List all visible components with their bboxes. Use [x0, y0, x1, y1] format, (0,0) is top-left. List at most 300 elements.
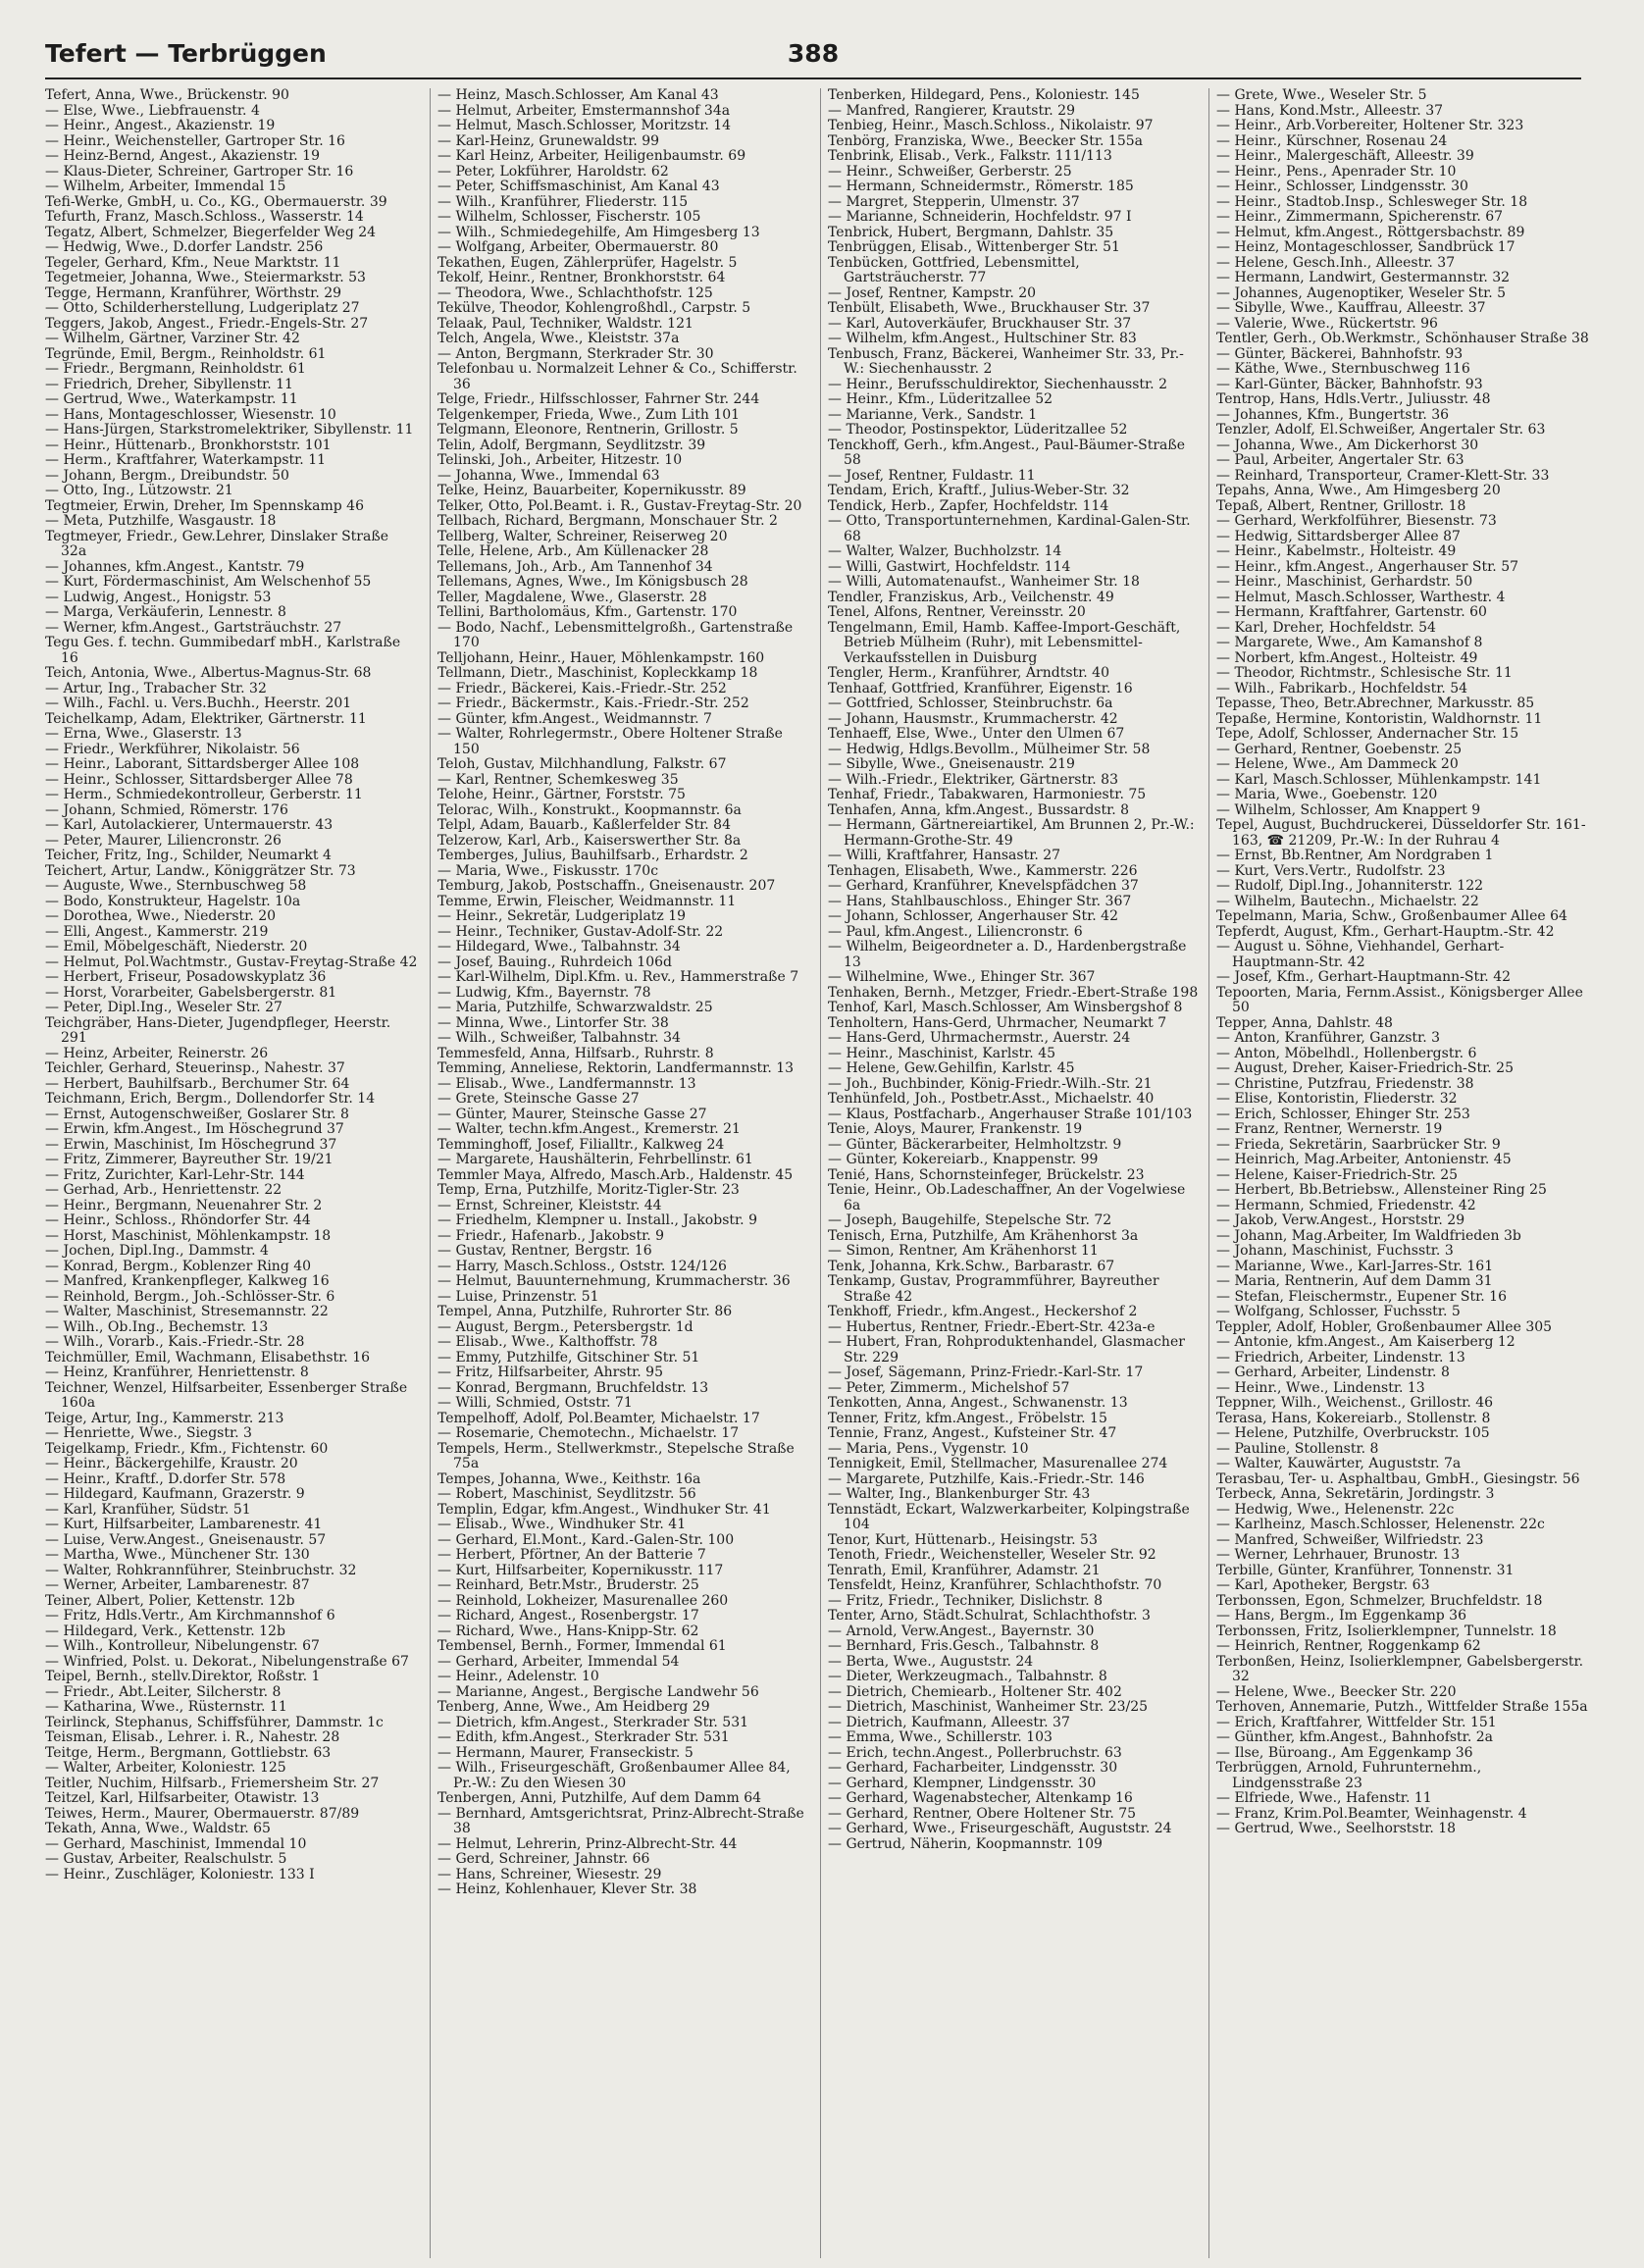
directory-entry: Tenbrick, Hubert, Bergmann, Dahlstr. 35 — [828, 224, 1114, 240]
directory-entry: — Heinr., Schweißer, Gerberstr. 25 — [828, 163, 1072, 180]
directory-entry: — Karl-Wilhelm, Dipl.Kfm. u. Rev., Hammerstraße 7 — [437, 969, 799, 985]
directory-entry: — Friedrich, Dreher, Sibyllenstr. 11 — [45, 376, 293, 392]
directory-entry: Tepelmann, Maria, Schw., Großenbaumer Allee 64 — [1216, 908, 1567, 924]
directory-entry: Tenie, Heinr., Ob.Ladeschaffner, An der Vogelwiese 6a — [828, 1182, 1186, 1213]
directory-entry: — Hans-Jürgen, Starkstromelektriker, Sibyllenstr. 11 — [45, 422, 414, 438]
directory-entry: — Wilhelm, Gärtner, Varziner Str. 42 — [45, 331, 300, 346]
directory-entry: — Luise, Verw.Angest., Gneisenaustr. 57 — [45, 1531, 327, 1548]
directory-entry: — Joh., Buchbinder, König-Friedr.-Wilh.-Str. 21 — [828, 1075, 1153, 1092]
directory-entry: Tenbrink, Elisab., Verk., Falkstr. 111/113 — [828, 148, 1112, 164]
directory-entry: — Heinr., Schloss., Rhöndorfer Str. 44 — [45, 1212, 311, 1228]
directory-entry: — Hans, Schreiner, Wiesestr. 29 — [437, 1866, 662, 1882]
directory-entry: — Ilse, Büroang., Am Eggenkamp 36 — [1216, 1744, 1473, 1761]
directory-entry: Tenholtern, Hans-Gerd, Uhrmacher, Neumarkt 7 — [828, 1014, 1167, 1031]
directory-entry: — Heinr., Wwe., Lindenstr. 13 — [1216, 1379, 1425, 1396]
directory-entry: — Hermann, Schmied, Friedenstr. 42 — [1216, 1197, 1476, 1213]
directory-entry: — Herbert, Pförtner, An der Batterie 7 — [437, 1547, 706, 1563]
directory-entry: Tenkotten, Anna, Angest., Schwanenstr. 13 — [828, 1395, 1128, 1411]
directory-entry: — Hildegard, Kaufmann, Grazerstr. 9 — [45, 1486, 305, 1502]
directory-entry: — Auguste, Wwe., Sternbuschweg 58 — [45, 878, 307, 894]
directory-entry: — Kurt, Hilfsarbeiter, Lambarenestr. 41 — [45, 1517, 323, 1532]
directory-entry: — Karl-Heinz, Grunewaldstr. 99 — [437, 132, 660, 149]
directory-entry: — Hans, Montageschlosser, Wiesenstr. 10 — [45, 406, 336, 423]
directory-entry: Temmesfeld, Anna, Hilfsarb., Ruhrstr. 8 — [437, 1045, 714, 1061]
directory-entry: Tellemans, Agnes, Wwe., Im Königsbusch 28 — [437, 574, 748, 590]
directory-entry: — Helene, Wwe., Am Dammeck 20 — [1216, 756, 1459, 772]
directory-entry: Tepahs, Anna, Wwe., Am Himgesberg 20 — [1216, 483, 1501, 498]
directory-entry: — Josef, Bauing., Ruhrdeich 106d — [437, 954, 672, 970]
directory-entry: Telorac, Wilh., Konstrukt., Koopmannstr. 6a — [437, 801, 742, 818]
directory-entry: — Karl, Autoverkäufer, Bruckhauser Str. 37 — [828, 315, 1132, 332]
directory-entry: — Artur, Ing., Trabacher Str. 32 — [45, 680, 267, 696]
directory-entry: — Günter, Bäckerei, Bahnhofstr. 93 — [1216, 345, 1464, 362]
directory-entry: — Jakob, Verw.Angest., Horststr. 29 — [1216, 1212, 1465, 1228]
directory-entry: — Heinr., Adelenstr. 10 — [437, 1669, 599, 1684]
directory-entry: Temming, Anneliese, Rektorin, Landfermannstr. 13 — [437, 1060, 795, 1076]
directory-entry: — Emil, Möbelgeschäft, Niederstr. 20 — [45, 939, 308, 954]
directory-entry: — Heinz, Arbeiter, Reinerstr. 26 — [45, 1045, 269, 1061]
directory-entry: — Kurt, Vers.Vertr., Rudolfstr. 23 — [1216, 862, 1446, 879]
directory-entry: Telker, Otto, Pol.Beamt. i. R., Gustav-Freytag-Str. 20 — [437, 497, 802, 514]
directory-entry: — Josef, Rentner, Fuldastr. 11 — [828, 467, 1036, 484]
directory-entry: Tennstädt, Eckart, Walzwerkarbeiter, Kolpingstraße 104 — [828, 1501, 1190, 1532]
directory-entry: — Anton, Kranführer, Ganzstr. 3 — [1216, 1030, 1441, 1046]
directory-entry: — Simon, Rentner, Am Krähenhorst 11 — [828, 1243, 1099, 1259]
directory-entry: — Dietrich, Maschinist, Wanheimer Str. 23/25 — [828, 1699, 1149, 1715]
directory-entry: — Frieda, Sekretärin, Saarbrücker Str. 9 — [1216, 1136, 1501, 1153]
directory-entry: — Meta, Putzhilfe, Wasgaustr. 18 — [45, 513, 277, 529]
directory-entry: — Helene, Gesch.Inh., Alleestr. 37 — [1216, 254, 1456, 271]
directory-entry: Temme, Erwin, Fleischer, Weidmannstr. 11 — [437, 893, 737, 909]
directory-entry: — Paul, kfm.Angest., Liliencronstr. 6 — [828, 923, 1083, 940]
directory-entry: — Stefan, Fleischermstr., Eupener Str. 16 — [1216, 1288, 1507, 1305]
directory-entry: — Heinr., kfm.Angest., Angerhauser Str. 57 — [1216, 558, 1519, 575]
directory-entry: — Margarete, Putzhilfe, Kais.-Friedr.-Str. 146 — [828, 1470, 1145, 1487]
directory-entry: — Hedwig, Sittardsberger Allee 87 — [1216, 528, 1461, 544]
directory-entry: — Karl, Rentner, Schemkesweg 35 — [437, 771, 679, 788]
directory-entry: Terasa, Hans, Kokereiarb., Stollenstr. 8 — [1216, 1410, 1491, 1426]
directory-entry: — Walter, techn.kfm.Angest., Kremerstr. 21 — [437, 1121, 741, 1137]
directory-entry: — Walter, Maschinist, Stresemannstr. 22 — [45, 1304, 329, 1319]
directory-entry: — Hedwig, Wwe., Helenenstr. 22c — [1216, 1501, 1455, 1518]
directory-entry: — Heinr., Zuschläger, Koloniestr. 133 I — [45, 1866, 315, 1882]
directory-entry: — Willi, Schmied, Oststr. 71 — [437, 1395, 633, 1411]
directory-entry: — Wilh., Ob.Ing., Bechemstr. 13 — [45, 1318, 269, 1335]
directory-entry: — Karl, Autolackierer, Untermauerstr. 43 — [45, 817, 334, 833]
directory-entry: — Walter, Rohrlegermstr., Obere Holtener Straße 150 — [437, 726, 783, 757]
directory-entry: — Ernst, Schreiner, Kleiststr. 44 — [437, 1197, 662, 1213]
directory-entry: Tenhof, Karl, Masch.Schlosser, Am Winsbergshof 8 — [828, 1000, 1183, 1015]
directory-entry: — Harry, Masch.Schloss., Oststr. 124/126 — [437, 1258, 727, 1274]
directory-entry: — Erwin, kfm.Angest., Im Höschegrund 37 — [45, 1121, 344, 1137]
directory-entry: — Heinr., Maschinist, Karlstr. 45 — [828, 1045, 1056, 1061]
directory-entry: Teppner, Wilh., Weichenst., Grillostr. 46 — [1216, 1395, 1494, 1411]
directory-entry: — Konrad, Bergmann, Bruchfeldstr. 13 — [437, 1379, 709, 1396]
directory-entry: — Wilh., Fachl. u. Vers.Buchh., Heerstr. 201 — [45, 696, 352, 711]
directory-entry: Tempel, Anna, Putzhilfe, Ruhrorter Str. 86 — [437, 1304, 733, 1319]
directory-entry: — Dieter, Werkzeugmach., Talbahnstr. 8 — [828, 1669, 1107, 1684]
directory-entry: — Karl, Dreher, Hochfeldstr. 54 — [1216, 619, 1436, 636]
directory-entry: — Karl, Kranfüher, Südstr. 51 — [45, 1501, 251, 1518]
directory-entry: — Friedr., Hafenarb., Jakobstr. 9 — [437, 1227, 665, 1244]
directory-entry: Tenhaaf, Gottfried, Kranführer, Eigenstr. 16 — [828, 680, 1133, 696]
directory-entry: — Werner, kfm.Angest., Gartsträuchstr. 27 — [45, 619, 342, 636]
directory-entry: — Erich, techn.Angest., Pollerbruchstr. 63 — [828, 1744, 1122, 1761]
directory-entry: Terbrüggen, Arnold, Fuhrunternehm., Lindgensstraße 23 — [1216, 1760, 1482, 1791]
directory-entry: — Willi, Kraftfahrer, Hansastr. 27 — [828, 848, 1061, 863]
directory-entry: Tenel, Alfons, Rentner, Vereinsstr. 20 — [828, 604, 1086, 620]
directory-entry: Tepoorten, Maria, Fernm.Assist., Königsberger Allee 50 — [1216, 984, 1583, 1015]
directory-entry: Tenkhoff, Friedr., kfm.Angest., Heckershof 2 — [828, 1304, 1138, 1319]
directory-entry: — Herbert, Bauhilfsarb., Berchumer Str. 64 — [45, 1075, 350, 1092]
directory-entry: — Gerhard, Maschinist, Immendal 10 — [45, 1835, 307, 1852]
directory-entry: — Helene, Kaiser-Friedrich-Str. 25 — [1216, 1166, 1459, 1183]
directory-entry: — Pauline, Stollenstr. 8 — [1216, 1440, 1379, 1457]
directory-entry: Tenbergen, Anni, Putzhilfe, Auf dem Damm 64 — [437, 1790, 762, 1806]
directory-entry: — Bodo, Konstrukteur, Hagelstr. 10a — [45, 893, 301, 909]
directory-entry: — Helene, Wwe., Beecker Str. 220 — [1216, 1683, 1457, 1700]
directory-entry: Tenhafen, Anna, kfm.Angest., Bussardstr. 8 — [828, 801, 1130, 818]
directory-entry: Telke, Heinz, Bauarbeiter, Kopernikusstr. 89 — [437, 483, 746, 498]
directory-entry: Telinski, Joh., Arbeiter, Hitzestr. 10 — [437, 452, 683, 468]
directory-entry: — Elisab., Wwe., Landfermannstr. 13 — [437, 1075, 696, 1092]
directory-entry: — Käthe, Wwe., Sternbuschweg 116 — [1216, 361, 1470, 377]
directory-entry: — Erich, Kraftfahrer, Wittfelder Str. 151 — [1216, 1714, 1497, 1730]
directory-entry: — Hermann, Schneidermstr., Römerstr. 185 — [828, 179, 1134, 194]
directory-entry: — Heinr., Angest., Akazienstr. 19 — [45, 118, 276, 133]
directory-entry: — Elli, Angest., Kammerstr. 219 — [45, 923, 269, 940]
directory-entry: — Hermann, Gärtnereiartikel, Am Brunnen 2, Pr.-W.: Hermann-Grothe-Str. 49 — [828, 817, 1195, 849]
directory-entry: — Reinhard, Betr.Mstr., Bruderstr. 25 — [437, 1577, 699, 1593]
directory-entry: Tenbült, Elisabeth, Wwe., Bruckhauser Str. 37 — [828, 300, 1151, 316]
directory-entry: — Heinz, Montageschlosser, Sandbrück 17 — [1216, 239, 1516, 255]
directory-entry: Tenbücken, Gottfried, Lebensmittel, Gartsträucherstr. 77 — [828, 254, 1080, 285]
directory-entry: — Gertrud, Wwe., Seelhorststr. 18 — [1216, 1821, 1457, 1836]
directory-entry: Teicher, Fritz, Ing., Schilder, Neumarkt 4 — [45, 848, 332, 863]
directory-entry: Teitler, Nuchim, Hilfsarb., Friemersheim Str. 27 — [45, 1775, 380, 1791]
directory-entry: Tengelmann, Emil, Hamb. Kaffee-Import-Geschäft, Betrieb Mülheim (Ruhr), mit Lebensmittel-Verkaufsstellen in Duisburg — [828, 619, 1181, 666]
directory-entry: Telin, Adolf, Bergmann, Seydlitzstr. 39 — [437, 437, 706, 453]
directory-entry: Teichmann, Erich, Bergm., Dollendorfer Str. 14 — [45, 1091, 376, 1107]
directory-entry: — Wilhelm, Beigeordneter a. D., Hardenbergstraße 13 — [828, 939, 1187, 970]
directory-entry: — Maria, Wwe., Goebenstr. 120 — [1216, 787, 1438, 802]
directory-entry: — Manfred, Schweißer, Wilfriedstr. 23 — [1216, 1531, 1484, 1548]
directory-entry: — Gerhard, Facharbeiter, Lindgensstr. 30 — [828, 1760, 1118, 1776]
directory-entry: Telgenkemper, Frieda, Wwe., Zum Lith 101 — [437, 406, 741, 423]
directory-entry: Tentler, Gerh., Ob.Werkmstr., Schönhauser Straße 38 — [1216, 331, 1589, 346]
directory-entry: Terbonßen, Heinz, Isolierklempner, Gabelsbergerstr. 32 — [1216, 1653, 1584, 1684]
directory-entry: — Klaus-Dieter, Schreiner, Gartroper Str. 16 — [45, 163, 354, 180]
directory-columns — [45, 88, 1589, 2258]
directory-entry: — Heinr., Kraftf., D.dorfer Str. 578 — [45, 1470, 286, 1487]
directory-entry: — Heinr., Maschinist, Gerhardstr. 50 — [1216, 574, 1473, 590]
directory-entry: — Otto, Transportunternehmen, Kardinal-Galen-Str. 68 — [828, 513, 1191, 544]
directory-entry: Tenzler, Adolf, El.Schweißer, Angertaler Str. 63 — [1216, 422, 1546, 438]
directory-entry: — Heinz-Bernd, Angest., Akazienstr. 19 — [45, 148, 320, 164]
directory-entry: — Heinr., Kfm., Lüderitzallee 52 — [828, 391, 1053, 407]
directory-entry: Tepasse, Theo, Betr.Abrechner, Markusstr. 85 — [1216, 696, 1535, 711]
directory-entry: Tenhaeff, Else, Wwe., Unter den Ulmen 67 — [828, 726, 1125, 742]
directory-entry: — Hubertus, Rentner, Friedr.-Ebert-Str. 423a-e — [828, 1318, 1156, 1335]
directory-entry: — Wolfgang, Schlosser, Fuchsstr. 5 — [1216, 1304, 1461, 1319]
directory-entry: Tepferdt, August, Kfm., Gerhart-Hauptm.-Str. 42 — [1216, 923, 1555, 940]
directory-entry: Terbonssen, Egon, Schmelzer, Bruchfeldstr. 18 — [1216, 1592, 1543, 1609]
directory-entry: Tepe, Adolf, Schlosser, Andernacher Str. 15 — [1216, 726, 1519, 742]
directory-entry: — Grete, Steinsche Gasse 27 — [437, 1091, 640, 1107]
directory-entry: Tempes, Johanna, Wwe., Keithstr. 16a — [437, 1470, 701, 1487]
directory-entry: — Helmut, Masch.Schlosser, Moritzstr. 14 — [437, 118, 732, 133]
directory-entry: — Jochen, Dipl.Ing., Dammstr. 4 — [45, 1243, 269, 1259]
directory-entry: Teich, Antonia, Wwe., Albertus-Magnus-Str. 68 — [45, 665, 372, 681]
directory-entry: — Herm., Kraftfahrer, Waterkampstr. 11 — [45, 452, 327, 468]
directory-entry: — Heinr., Schlosser, Lindgensstr. 30 — [1216, 179, 1468, 194]
directory-entry: — Günther, kfm.Angest., Bahnhofstr. 2a — [1216, 1729, 1493, 1745]
directory-entry: — Kurt, Hilfsarbeiter, Kopernikusstr. 117 — [437, 1562, 724, 1578]
directory-entry: — Christine, Putzfrau, Friedenstr. 38 — [1216, 1075, 1474, 1092]
directory-entry: — Katharina, Wwe., Rüsternstr. 11 — [45, 1699, 287, 1715]
directory-entry: — Friedr., Bergmann, Reinholdstr. 61 — [45, 361, 306, 377]
directory-entry: — Maria, Pens., Vygenstr. 10 — [828, 1440, 1029, 1457]
directory-entry: Telge, Friedr., Hilfsschlosser, Fahrner Str. 244 — [437, 391, 760, 407]
directory-entry: — Heinr., Schlosser, Sittardsberger Allee 78 — [45, 771, 353, 788]
directory-entry: — Fritz, Zurichter, Karl-Lehr-Str. 144 — [45, 1166, 305, 1183]
directory-entry: — Heinr., Weichensteller, Gartroper Str. 16 — [45, 132, 345, 149]
directory-entry: — Erna, Wwe., Glaserstr. 13 — [45, 726, 242, 742]
directory-entry: — Helmut, Pol.Wachtmstr., Gustav-Freytag-Straße 42 — [45, 954, 418, 970]
directory-entry: Tengler, Herm., Kranführer, Arndtstr. 40 — [828, 665, 1109, 681]
directory-entry: — Marga, Verkäuferin, Lennestr. 8 — [45, 604, 286, 620]
directory-entry: Telaak, Paul, Techniker, Waldstr. 121 — [437, 315, 694, 332]
directory-entry: — Heinr., Laborant, Sittardsberger Allee 108 — [45, 756, 360, 772]
directory-entry: — Gerhard, Rentner, Obere Holtener Str. 75 — [828, 1805, 1137, 1822]
directory-entry: Tenhaf, Friedr., Tabakwaren, Harmoniestr. 75 — [828, 787, 1147, 802]
directory-column-1 — [45, 88, 418, 2258]
directory-entry: Tegatz, Albert, Schmelzer, Biegerfelder Weg 24 — [45, 224, 377, 240]
directory-entry: — Wilh., Schmiedegehilfe, Am Himgesberg 13 — [437, 224, 760, 240]
directory-entry: — Emmy, Putzhilfe, Gitschiner Str. 51 — [437, 1349, 700, 1366]
directory-entry: — Norbert, kfm.Angest., Holteistr. 49 — [1216, 649, 1478, 666]
directory-entry: Temberges, Julius, Bauhilfsarb., Erhardstr. 2 — [437, 848, 748, 863]
directory-entry: Tenié, Hans, Schornsteinfeger, Brückelstr. 23 — [828, 1166, 1145, 1183]
directory-entry: — Hermann, Kraftfahrer, Gartenstr. 60 — [1216, 604, 1487, 620]
directory-entry: Teiner, Albert, Polier, Kettenstr. 12b — [45, 1592, 295, 1609]
directory-entry: — Margret, Stepperin, Ulmenstr. 37 — [828, 193, 1080, 210]
directory-entry: — Gerhad, Arb., Henriettenstr. 22 — [45, 1182, 283, 1198]
directory-entry: — Rudolf, Dipl.Ing., Johanniterstr. 122 — [1216, 878, 1484, 894]
directory-entry: — Heinr., Kabelmstr., Holteistr. 49 — [1216, 543, 1457, 559]
directory-entry: — Bernhard, Amtsgerichtsrat, Prinz-Albrecht-Straße 38 — [437, 1805, 804, 1836]
directory-entry: Tenter, Arno, Städt.Schulrat, Schlachthofstr. 3 — [828, 1608, 1151, 1624]
directory-entry: Teichgräber, Hans-Dieter, Jugendpfleger, Heerstr. 291 — [45, 1014, 391, 1046]
directory-entry: — Karl, Apotheker, Bergstr. 63 — [1216, 1577, 1430, 1593]
directory-entry: — Gustav, Arbeiter, Realschulstr. 5 — [45, 1851, 287, 1867]
directory-entry: — Marianne, Wwe., Karl-Jarres-Str. 161 — [1216, 1258, 1494, 1274]
directory-entry: — Hans-Gerd, Uhrmachermstr., Auerstr. 24 — [828, 1030, 1131, 1046]
directory-entry: — Dietrich, Chemiearb., Holtener Str. 402 — [828, 1683, 1122, 1700]
directory-entry: — Theodora, Wwe., Schlachthofstr. 125 — [437, 284, 713, 301]
directory-entry: — Richard, Wwe., Hans-Knipp-Str. 62 — [437, 1623, 699, 1639]
directory-entry: Tegtmeyer, Friedr., Gew.Lehrer, Dinslaker Straße 32a — [45, 528, 388, 559]
directory-entry: Teichner, Wenzel, Hilfsarbeiter, Essenberger Straße 160a — [45, 1379, 408, 1411]
directory-entry: — Josef, Rentner, Kampstr. 20 — [828, 284, 1037, 301]
directory-entry: — Wilh., Vorarb., Kais.-Friedr.-Str. 28 — [45, 1334, 305, 1350]
directory-entry: — Herbert, Friseur, Posadowskyplatz 36 — [45, 969, 327, 985]
directory-entry: — Otto, Schilderherstellung, Ludgeriplatz 27 — [45, 300, 360, 316]
directory-entry: — Johannes, Kfm., Bungertstr. 36 — [1216, 406, 1450, 423]
directory-entry: — Luise, Prinzenstr. 51 — [437, 1288, 599, 1305]
directory-entry: — Hermann, Maurer, Franseckistr. 5 — [437, 1744, 694, 1761]
directory-entry: — Johanna, Wwe., Immendal 63 — [437, 467, 660, 484]
directory-entry: Tegge, Hermann, Kranführer, Wörthstr. 29 — [45, 284, 342, 301]
directory-entry: — Wilhelm, Schlosser, Fischerstr. 105 — [437, 209, 701, 225]
directory-entry: — Robert, Maschinist, Seydlitzstr. 56 — [437, 1486, 696, 1502]
directory-entry: Tenberken, Hildegard, Pens., Koloniestr. 145 — [828, 88, 1140, 103]
directory-entry: — Heinr., Berufsschuldirektor, Siechenhausstr. 2 — [828, 376, 1167, 392]
directory-entry: Tegründe, Emil, Bergm., Reinholdstr. 61 — [45, 345, 327, 362]
directory-entry: — Ludwig, Angest., Honigstr. 53 — [45, 589, 272, 605]
directory-entry: — Heinr., Arb.Vorbereiter, Holtener Str. 323 — [1216, 118, 1524, 133]
directory-entry: — Manfred, Rangierer, Krautstr. 29 — [828, 102, 1075, 119]
directory-entry: — Reinhard, Transporteur, Cramer-Klett-Str. 33 — [1216, 467, 1550, 484]
directory-entry: — Johannes, kfm.Angest., Kantstr. 79 — [45, 558, 305, 575]
directory-entry: — Reinhold, Bergm., Joh.-Schlösser-Str. 6 — [45, 1288, 335, 1305]
directory-entry: Teichelkamp, Adam, Elektriker, Gärtnerstr. 11 — [45, 710, 367, 727]
directory-entry: — Werner, Lehrhauer, Brunostr. 13 — [1216, 1547, 1461, 1563]
directory-entry: Tenner, Fritz, kfm.Angest., Fröbelstr. 15 — [828, 1410, 1107, 1426]
directory-entry: — Fritz, Hdls.Vertr., Am Kirchmannshof 6 — [45, 1608, 335, 1624]
directory-entry: Tekülve, Theodor, Kohlengroßhdl., Carpstr. 5 — [437, 300, 751, 316]
directory-column-2 — [437, 88, 810, 2258]
directory-entry: — Helmut, kfm.Angest., Röttgersbachstr. 89 — [1216, 224, 1525, 240]
directory-entry: — Johannes, Augenoptiker, Weseler Str. 5 — [1216, 284, 1507, 301]
directory-entry: — Heinr., Hüttenarb., Bronkhorststr. 101 — [45, 437, 332, 453]
directory-entry: — Hubert, Fran, Rohproduktenhandel, Glasmacher Str. 229 — [828, 1334, 1185, 1366]
directory-entry: — Fritz, Friedr., Techniker, Dislichstr. 8 — [828, 1592, 1104, 1609]
directory-entry: — August, Bergm., Petersbergstr. 1d — [437, 1318, 694, 1335]
directory-entry: — Ernst, Autogenschweißer, Goslarer Str. 8 — [45, 1106, 349, 1122]
directory-entry: — Wilh., Schweißer, Talbahnstr. 34 — [437, 1030, 681, 1046]
directory-entry: Tenoth, Friedr., Weichensteller, Weseler Str. 92 — [828, 1547, 1156, 1563]
directory-entry: — Franz, Krim.Pol.Beamter, Weinhagenstr. 4 — [1216, 1805, 1527, 1822]
directory-entry: — Herm., Schmiedekontrolleur, Gerberstr. 11 — [45, 787, 363, 802]
column-divider — [1208, 88, 1209, 2258]
directory-entry: — Elfriede, Wwe., Hafenstr. 11 — [1216, 1790, 1432, 1806]
directory-entry: — Johann, Bergm., Dreibundstr. 50 — [45, 467, 289, 484]
directory-entry: Tepel, August, Buchdruckerei, Düsseldorfer Str. 161-163, ☎ 21209, Pr.-W.: In der Ruhrau 4 — [1216, 817, 1586, 849]
directory-entry: — Bernhard, Fris.Gesch., Talbahnstr. 8 — [828, 1638, 1100, 1654]
directory-entry: Tepaße, Hermine, Kontoristin, Waldhornstr. 11 — [1216, 710, 1543, 727]
directory-entry: — Willi, Automatenaufst., Wanheimer Str. 18 — [828, 574, 1140, 590]
directory-entry: — Sibylle, Wwe., Kauffrau, Alleestr. 37 — [1216, 300, 1486, 316]
directory-entry: Temmler Maya, Alfredo, Masch.Arb., Haldenstr. 45 — [437, 1166, 794, 1183]
directory-entry: — Wilh., Friseurgeschäft, Großenbaumer Allee 84, Pr.-W.: Zu den Wiesen 30 — [437, 1760, 791, 1791]
directory-entry: Tentrop, Hans, Hdls.Vertr., Juliusstr. 48 — [1216, 391, 1491, 407]
directory-entry: Tenrath, Emil, Kranführer, Adamstr. 21 — [828, 1562, 1101, 1578]
directory-entry: — Johanna, Wwe., Am Dickerhorst 30 — [1216, 437, 1479, 453]
directory-entry: Tegu Ges. f. techn. Gummibedarf mbH., Karlstraße 16 — [45, 635, 401, 666]
directory-entry: Tefi-Werke, GmbH, u. Co., KG., Obermauerstr. 39 — [45, 193, 387, 210]
page-header — [45, 39, 1581, 75]
directory-entry: Tegtmeier, Erwin, Dreher, Im Spennskamp 46 — [45, 497, 364, 514]
directory-entry: — Friedrich, Arbeiter, Lindenstr. 13 — [1216, 1349, 1465, 1366]
directory-entry: — Friedr., Abt.Leiter, Silcherstr. 8 — [45, 1683, 282, 1700]
directory-entry: — Manfred, Krankenpfleger, Kalkweg 16 — [45, 1273, 330, 1289]
directory-entry: — Elisab., Wwe., Windhuker Str. 41 — [437, 1517, 687, 1532]
directory-entry: Tellberg, Walter, Schreiner, Reiserweg 20 — [437, 528, 728, 544]
directory-entry: — Heinr., Kürschner, Rosenau 24 — [1216, 132, 1448, 149]
directory-entry: — Johann, Schlosser, Angerhauser Str. 42 — [828, 908, 1118, 924]
directory-entry: Terhoven, Annemarie, Putzh., Wittfelder Straße 155a — [1216, 1699, 1588, 1715]
directory-entry: Teitzel, Karl, Hilfsarbeiter, Otawistr. 13 — [45, 1790, 320, 1806]
directory-entry: — Wilhelm, Bautechn., Michaelstr. 22 — [1216, 893, 1479, 909]
directory-entry: Tenbieg, Heinr., Masch.Schloss., Nikolaistr. 97 — [828, 118, 1154, 133]
directory-entry: — Heinrich, Rentner, Roggenkamp 62 — [1216, 1638, 1481, 1654]
directory-entry: — Margarete, Wwe., Am Kamanshof 8 — [1216, 635, 1483, 650]
directory-entry: Tenkamp, Gustav, Programmführer, Bayreuther Straße 42 — [828, 1273, 1159, 1305]
directory-entry: Tenbusch, Franz, Bäckerei, Wanheimer Str. 33, Pr.-W.: Siechenhausstr. 2 — [828, 345, 1184, 377]
directory-entry: — Heinz, Kohlenhauer, Klever Str. 38 — [437, 1881, 697, 1897]
directory-entry: Teller, Magdalene, Wwe., Glaserstr. 28 — [437, 589, 707, 605]
directory-entry: — Wolfgang, Arbeiter, Obermauerstr. 80 — [437, 239, 719, 255]
directory-entry: — Josef, Sägemann, Prinz-Friedr.-Karl-Str. 17 — [828, 1365, 1144, 1380]
directory-entry: Telljohann, Heinr., Hauer, Möhlenkampstr. 160 — [437, 649, 765, 666]
directory-entry: — Karl Heinz, Arbeiter, Heiligenbaumstr. 69 — [437, 148, 746, 164]
directory-entry: — Hedwig, Wwe., D.dorfer Landstr. 256 — [45, 239, 324, 255]
directory-entry: — Gerd, Schreiner, Jahnstr. 66 — [437, 1851, 650, 1867]
directory-entry: — Karlheinz, Masch.Schlosser, Helenenstr. 22c — [1216, 1517, 1545, 1532]
directory-entry: Temburg, Jakob, Postschaffn., Gneisenaustr. 207 — [437, 878, 776, 894]
directory-entry: — Minna, Wwe., Lintorfer Str. 38 — [437, 1014, 669, 1031]
directory-entry: — Gertrud, Wwe., Waterkampstr. 11 — [45, 391, 298, 407]
directory-entry: — Johann, Schmied, Römerstr. 176 — [45, 801, 288, 818]
directory-entry: — Grete, Wwe., Weseler Str. 5 — [1216, 88, 1427, 103]
directory-entry: — Sibylle, Wwe., Gneisenaustr. 219 — [828, 756, 1075, 772]
directory-entry: — Helene, Putzhilfe, Overbruckstr. 105 — [1216, 1425, 1490, 1441]
directory-entry: — Heinr., Malergeschäft, Alleestr. 39 — [1216, 148, 1474, 164]
directory-entry: — Paul, Arbeiter, Angertaler Str. 63 — [1216, 452, 1464, 468]
directory-entry: — Gottfried, Schlosser, Steinbruchstr. 6a — [828, 696, 1113, 711]
directory-entry: — Hildegard, Wwe., Talbahnstr. 34 — [437, 939, 681, 954]
directory-entry: Teiwes, Herm., Maurer, Obermauerstr. 87/89 — [45, 1805, 360, 1822]
directory-entry: Tenisch, Erna, Putzhilfe, Am Krähenhorst 3a — [828, 1227, 1139, 1244]
directory-entry: Tenk, Johanna, Krk.Schw., Barbarastr. 67 — [828, 1258, 1115, 1274]
directory-entry: Tendler, Franziskus, Arb., Veilchenstr. 49 — [828, 589, 1114, 605]
directory-entry: Teloh, Gustav, Milchhandlung, Falkstr. 67 — [437, 756, 727, 772]
directory-entry: — Konrad, Bergm., Koblenzer Ring 40 — [45, 1258, 312, 1274]
directory-entry: Teichert, Artur, Landw., Königgrätzer Str. 73 — [45, 862, 356, 879]
directory-entry: — Heinr., Bäckergehilfe, Kraustr. 20 — [45, 1456, 298, 1471]
directory-entry: Telle, Helene, Arb., Am Küllenacker 28 — [437, 543, 709, 559]
directory-entry: — Maria, Rentnerin, Auf dem Damm 31 — [1216, 1273, 1493, 1289]
directory-entry: — Dietrich, kfm.Angest., Sterkrader Str. 531 — [437, 1714, 749, 1730]
header-rule — [45, 77, 1581, 79]
directory-entry: — Hans, Stahlbauschloss., Ehinger Str. 367 — [828, 893, 1132, 909]
directory-entry: — Anton, Bergmann, Sterkrader Str. 30 — [437, 345, 714, 362]
directory-entry: — Hans, Bergm., Im Eggenkamp 36 — [1216, 1608, 1466, 1624]
directory-entry: Tenbörg, Franziska, Wwe., Beecker Str. 155a — [828, 132, 1143, 149]
directory-entry: — Helmut, Arbeiter, Emstermannshof 34a — [437, 102, 731, 119]
directory-entry: — Johann, Hausmstr., Krummacherstr. 42 — [828, 710, 1118, 727]
directory-entry: — Reinhold, Lokheizer, Masurenallee 260 — [437, 1592, 729, 1609]
directory-entry: Teichler, Gerhard, Steuerinsp., Nahestr. 37 — [45, 1060, 345, 1076]
directory-entry: Tenbrüggen, Elisab., Wittenberger Str. 51 — [828, 239, 1120, 255]
directory-entry: Tepper, Anna, Dahlstr. 48 — [1216, 1014, 1393, 1031]
directory-entry: — Fritz, Hilfsarbeiter, Ahrstr. 95 — [437, 1365, 663, 1380]
directory-entry: Teisman, Elisab., Lehrer. i. R., Nahestr. 28 — [45, 1729, 340, 1745]
directory-entry: — Wilhelm, Schlosser, Am Knappert 9 — [1216, 801, 1481, 818]
directory-entry: — Günter, kfm.Angest., Weidmannstr. 7 — [437, 710, 712, 727]
directory-column-4 — [1216, 88, 1589, 2258]
